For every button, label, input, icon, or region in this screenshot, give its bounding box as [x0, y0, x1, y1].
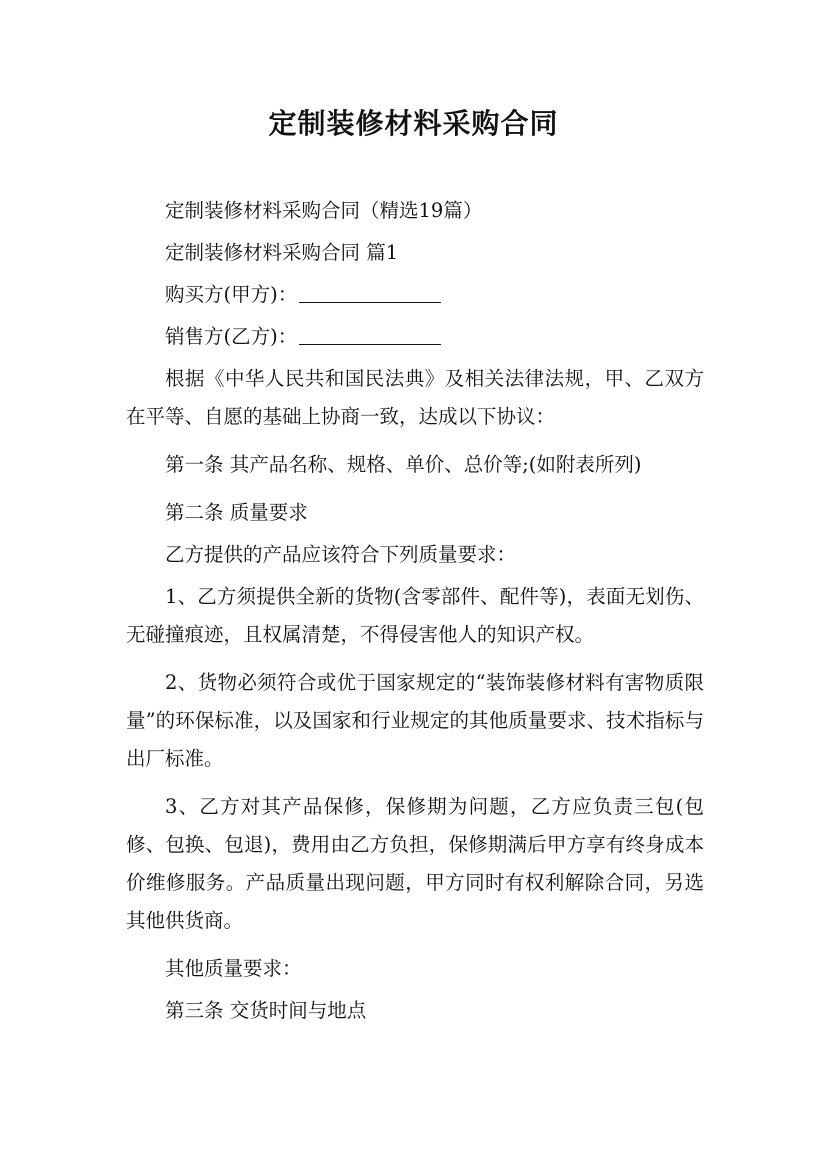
paragraph-quality-3: 3、乙方对其产品保修，保修期为问题，乙方应负责三包(包修、包换、包退)，费用由乙方负担，保修期满后甲方享有终身成本价维修服务。产品质量出现问题，甲方同时有权利解除合同，另选其他供货商。 [126, 795, 704, 932]
document-body [126, 192, 704, 1034]
paragraph-article-1: 第一条 其产品名称、规格、单价、总价等;(如附表所列) [165, 453, 642, 476]
seller-line [126, 318, 704, 356]
paragraph-quality-intro: 乙方提供的产品应该符合下列质量要求： [165, 543, 517, 566]
paragraph-section-heading: 定制装修材料采购合同 篇1 [165, 241, 399, 264]
paragraph-quality-2: 2、货物必须符合或优于国家规定的“装饰装修材料有害物质限量”的环保标准，以及国家和行业规定的其他质量要求、技术指标与出厂标准。 [126, 671, 704, 770]
paragraph-article-2: 第二条 质量要求 [165, 501, 308, 524]
buyer-label: 购买方(甲方)： [165, 283, 298, 306]
paragraph-subtitle: 定制装修材料采购合同（精选19篇） [165, 199, 483, 222]
seller-blank [299, 320, 441, 345]
paragraph-preamble: 根据《中华人民共和国民法典》及相关法律法规，甲、乙双方在平等、自愿的基础上协商一致，达成以下协议： [126, 367, 704, 428]
seller-label: 销售方(乙方)： [165, 325, 298, 348]
paragraph-article-3: 第三条 交货时间与地点 [165, 999, 367, 1022]
paragraph-quality-1: 1、乙方须提供全新的货物(含零部件、配件等)，表面无划伤、无碰撞痕迹，且权属清楚，不得侵害他人的知识产权。 [126, 585, 704, 646]
buyer-blank [299, 278, 441, 303]
document-title: 定制装修材料采购合同 [268, 107, 559, 140]
paragraph-other-quality: 其他质量要求： [165, 957, 302, 980]
buyer-line [126, 276, 704, 314]
